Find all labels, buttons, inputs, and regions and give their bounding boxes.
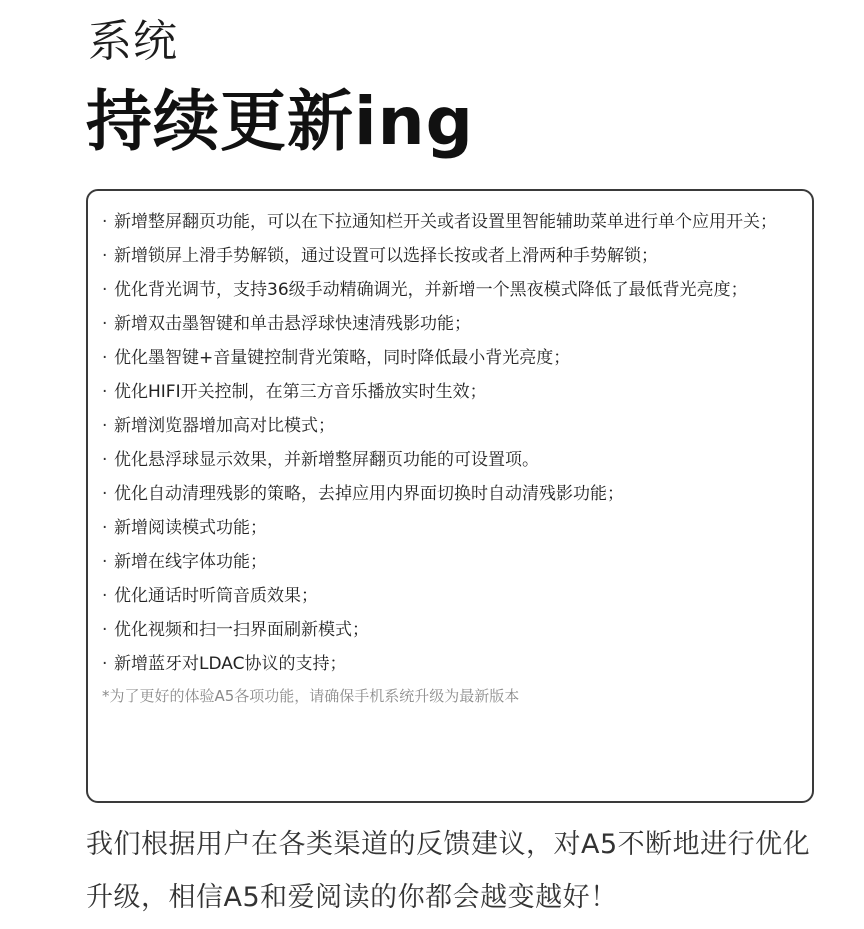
changelog-item (102, 205, 798, 239)
bullet-icon: · (102, 280, 108, 300)
changelog-item-text: 优化通话时听筒音质效果； (114, 586, 318, 606)
changelog-item-text: 优化背光调节，支持36级手动精确调光，并新增一个黑夜模式降低了最低背光亮度； (114, 280, 748, 300)
bullet-icon: · (102, 620, 108, 640)
changelog-item-text: 新增在线字体功能； (114, 552, 267, 572)
bullet-icon: · (102, 450, 108, 470)
bullet-icon: · (102, 212, 108, 232)
closing-statement: 我们根据用户在各类渠道的反馈建议，对A5不断地进行优化升级，相信A5和爱阅读的你都会越变越好！ (86, 829, 811, 913)
changelog-item-text: 优化墨智键+音量键控制背光策略，同时降低最小背光亮度； (114, 348, 571, 368)
changelog-box (86, 189, 814, 803)
changelog-item (102, 511, 798, 545)
changelog-item (102, 443, 798, 477)
bullet-icon: · (102, 348, 108, 368)
changelog-item (102, 375, 798, 409)
changelog-item (102, 647, 798, 681)
bullet-icon: · (102, 382, 108, 402)
changelog-item (102, 545, 798, 579)
changelog-item (102, 307, 798, 341)
bullet-icon: · (102, 246, 108, 266)
bullet-icon: · (102, 484, 108, 504)
title-small: 系统 (88, 16, 178, 67)
changelog-list (102, 205, 798, 681)
changelog-item-text: 新增阅读模式功能； (114, 518, 267, 538)
changelog-item-text: 新增锁屏上滑手势解锁，通过设置可以选择长按或者上滑两种手势解锁； (114, 246, 658, 266)
bullet-icon: · (102, 654, 108, 674)
changelog-item (102, 477, 798, 511)
changelog-item (102, 409, 798, 443)
changelog-item-text: 新增双击墨智键和单击悬浮球快速清残影功能； (114, 314, 471, 334)
bullet-icon: · (102, 416, 108, 436)
changelog-item (102, 579, 798, 613)
changelog-item-text: 新增浏览器增加高对比模式； (114, 416, 335, 436)
bullet-icon: · (102, 314, 108, 334)
bullet-icon: · (102, 518, 108, 538)
changelog-item (102, 341, 798, 375)
changelog-item (102, 239, 798, 273)
changelog-item (102, 273, 798, 307)
changelog-item-text: 新增整屏翻页功能，可以在下拉通知栏开关或者设置里智能辅助菜单进行单个应用开关； (114, 212, 777, 232)
bullet-icon: · (102, 552, 108, 572)
changelog-item-text: 优化HIFI开关控制，在第三方音乐播放实时生效； (114, 382, 487, 402)
bullet-icon: · (102, 586, 108, 606)
page-title: 持续更新ing (86, 83, 474, 160)
footnote: *为了更好的体验A5各项功能，请确保手机系统升级为最新版本 (102, 687, 520, 705)
changelog-item-text: 优化视频和扫一扫界面刷新模式； (114, 620, 369, 640)
changelog-item-text: 新增蓝牙对LDAC协议的支持； (114, 654, 347, 674)
changelog-item-text: 优化悬浮球显示效果，并新增整屏翻页功能的可设置项。 (114, 450, 539, 470)
changelog-item-text: 优化自动清理残影的策略，去掉应用内界面切换时自动清残影功能； (114, 484, 624, 504)
changelog-item (102, 613, 798, 647)
